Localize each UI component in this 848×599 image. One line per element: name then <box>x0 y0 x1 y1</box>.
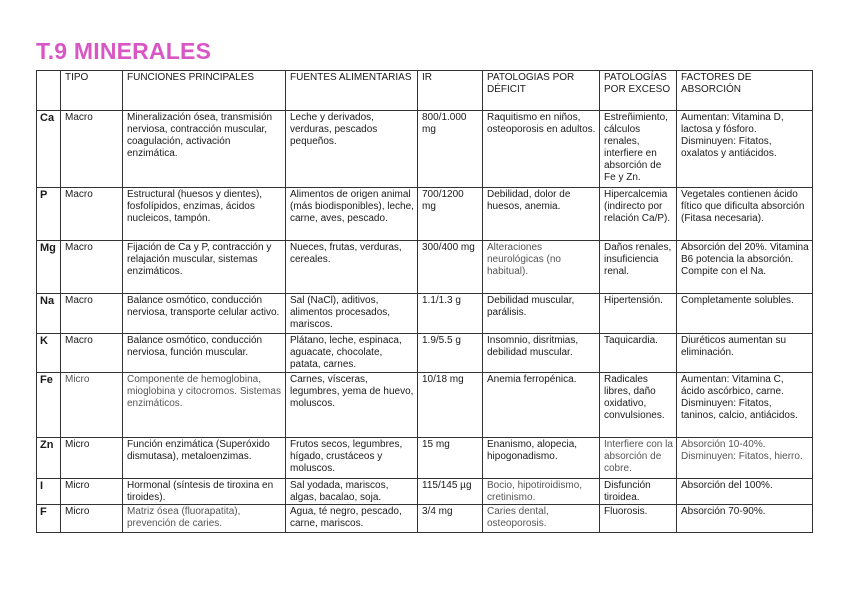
cell-tipo: Macro <box>61 188 123 241</box>
table-row <box>37 294 813 334</box>
cell-exceso: Interfiere con la absorción de cobre. <box>600 438 677 479</box>
cell-exceso: Disfunción tiroidea. <box>600 479 677 505</box>
cell-funciones: Matriz ósea (fluorapatita), prevención de caries. <box>123 505 286 533</box>
cell-factores: Absorción del 20%. Vitamina B6 potencia la absorción. Compite con el Na. <box>677 241 813 294</box>
cell-tipo: Micro <box>61 505 123 533</box>
cell-ir: 700/1200 mg <box>418 188 483 241</box>
cell-ir: 1.1/1.3 g <box>418 294 483 334</box>
cell-ir: 800/1.000 mg <box>418 111 483 188</box>
cell-deficit: Debilidad muscular, parálisis. <box>483 294 600 334</box>
cell-deficit: Insomnio, disritmias, debilidad muscular. <box>483 334 600 373</box>
cell-tipo: Macro <box>61 111 123 188</box>
cell-deficit: Enanismo, alopecia, hipogonadismo. <box>483 438 600 479</box>
cell-fuentes: Agua, té negro, pescado, carne, mariscos. <box>286 505 418 533</box>
cell-tipo: Micro <box>61 373 123 438</box>
cell-exceso: Hipercalcemia (indirecto por relación Ca/P). <box>600 188 677 241</box>
header-fuentes: FUENTES ALIMENTARIAS <box>286 71 418 111</box>
cell-fuentes: Alimentos de origen animal (más biodisponibles), leche, carne, aves, pescado. <box>286 188 418 241</box>
cell-factores: Completamente solubles. <box>677 294 813 334</box>
cell-symbol: K <box>37 334 61 373</box>
cell-tipo: Macro <box>61 334 123 373</box>
table-row <box>37 334 813 373</box>
cell-factores: Absorción del 100%. <box>677 479 813 505</box>
cell-tipo: Macro <box>61 241 123 294</box>
cell-symbol: Mg <box>37 241 61 294</box>
cell-symbol: P <box>37 188 61 241</box>
cell-deficit: Bocio, hipotiroidismo, cretinismo. <box>483 479 600 505</box>
table-row <box>37 438 813 479</box>
cell-funciones: Función enzimática (Superóxido dismutasa), metaloenzimas. <box>123 438 286 479</box>
cell-funciones: Componente de hemoglobina, mioglobina y citocromos. Sistemas enzimáticos. <box>123 373 286 438</box>
cell-funciones: Hormonal (síntesis de tiroxina en tiroides). <box>123 479 286 505</box>
cell-deficit: Anemia ferropénica. <box>483 373 600 438</box>
table-row <box>37 373 813 438</box>
cell-exceso: Taquicardia. <box>600 334 677 373</box>
cell-ir: 15 mg <box>418 438 483 479</box>
cell-exceso: Fluorosis. <box>600 505 677 533</box>
header-funciones: FUNCIONES PRINCIPALES <box>123 71 286 111</box>
header-factores: FACTORES DE ABSORCIÓN <box>677 71 813 111</box>
header-tipo: TIPO <box>61 71 123 111</box>
header-symbol <box>37 71 61 111</box>
cell-symbol: I <box>37 479 61 505</box>
cell-ir: 300/400 mg <box>418 241 483 294</box>
cell-symbol: Fe <box>37 373 61 438</box>
cell-deficit: Debilidad, dolor de huesos, anemia. <box>483 188 600 241</box>
cell-ir: 10/18 mg <box>418 373 483 438</box>
cell-ir: 1.9/5.5 g <box>418 334 483 373</box>
cell-fuentes: Leche y derivados, verduras, pescados pequeños. <box>286 111 418 188</box>
header-deficit: PATOLOGIAS POR DÉFICIT <box>483 71 600 111</box>
cell-symbol: Ca <box>37 111 61 188</box>
cell-factores: Aumentan: Vitamina C, ácido ascórbico, carne. Disminuyen: Fitatos, taninos, calcio, antiácidos. <box>677 373 813 438</box>
minerals-table <box>36 70 813 533</box>
table-row <box>37 505 813 533</box>
cell-tipo: Micro <box>61 438 123 479</box>
cell-ir: 115/145 µg <box>418 479 483 505</box>
cell-funciones: Balance osmótico, conducción nerviosa, función muscular. <box>123 334 286 373</box>
cell-fuentes: Nueces, frutas, verduras, cereales. <box>286 241 418 294</box>
header-row <box>37 71 813 111</box>
cell-fuentes: Sal (NaCl), aditivos, alimentos procesados, mariscos. <box>286 294 418 334</box>
cell-deficit: Caries dental, osteoporosis. <box>483 505 600 533</box>
cell-exceso: Daños renales, insuficiencia renal. <box>600 241 677 294</box>
page-title: T.9 MINERALES <box>36 38 212 64</box>
table-row <box>37 479 813 505</box>
cell-factores: Absorción 10-40%. Disminuyen: Fitatos, hierro. <box>677 438 813 479</box>
cell-funciones: Fijación de Ca y P, contracción y relajación muscular, sistemas enzimáticos. <box>123 241 286 294</box>
cell-fuentes: Sal yodada, mariscos, algas, bacalao, soja. <box>286 479 418 505</box>
cell-fuentes: Frutos secos, legumbres, hígado, crustáceos y moluscos. <box>286 438 418 479</box>
cell-funciones: Mineralización ósea, transmisión nerviosa, contracción muscular, coagulación, activación enzimática. <box>123 111 286 188</box>
table-row <box>37 111 813 188</box>
cell-tipo: Micro <box>61 479 123 505</box>
cell-fuentes: Carnes, vísceras, legumbres, yema de huevo, moluscos. <box>286 373 418 438</box>
cell-tipo: Macro <box>61 294 123 334</box>
cell-deficit: Alteraciones neurológicas (no habitual). <box>483 241 600 294</box>
cell-funciones: Estructural (huesos y dientes), fosfolípidos, enzimas, ácidos nucleicos, tampón. <box>123 188 286 241</box>
cell-factores: Absorción 70-90%. <box>677 505 813 533</box>
cell-exceso: Radicales libres, daño oxidativo, convulsiones. <box>600 373 677 438</box>
cell-ir: 3/4 mg <box>418 505 483 533</box>
cell-exceso: Hipertensión. <box>600 294 677 334</box>
cell-fuentes: Plátano, leche, espinaca, aguacate, chocolate, patata, carnes. <box>286 334 418 373</box>
cell-factores: Diuréticos aumentan su eliminación. <box>677 334 813 373</box>
cell-symbol: F <box>37 505 61 533</box>
header-exceso: PATOLOGÍAS POR EXCESO <box>600 71 677 111</box>
table-row <box>37 188 813 241</box>
cell-funciones: Balance osmótico, conducción nerviosa, transporte celular activo. <box>123 294 286 334</box>
cell-deficit: Raquitismo en niños, osteoporosis en adultos. <box>483 111 600 188</box>
cell-factores: Aumentan: Vitamina D, lactosa y fósforo. Disminuyen: Fitatos, oxalatos y antiácidos. <box>677 111 813 188</box>
header-ir: IR <box>418 71 483 111</box>
cell-factores: Vegetales contienen ácido fítico que dificulta absorción (Fitasa necesaria). <box>677 188 813 241</box>
table-row <box>37 241 813 294</box>
cell-exceso: Estreñimiento, cálculos renales, interfiere en absorción de Fe y Zn. <box>600 111 677 188</box>
cell-symbol: Zn <box>37 438 61 479</box>
cell-symbol: Na <box>37 294 61 334</box>
